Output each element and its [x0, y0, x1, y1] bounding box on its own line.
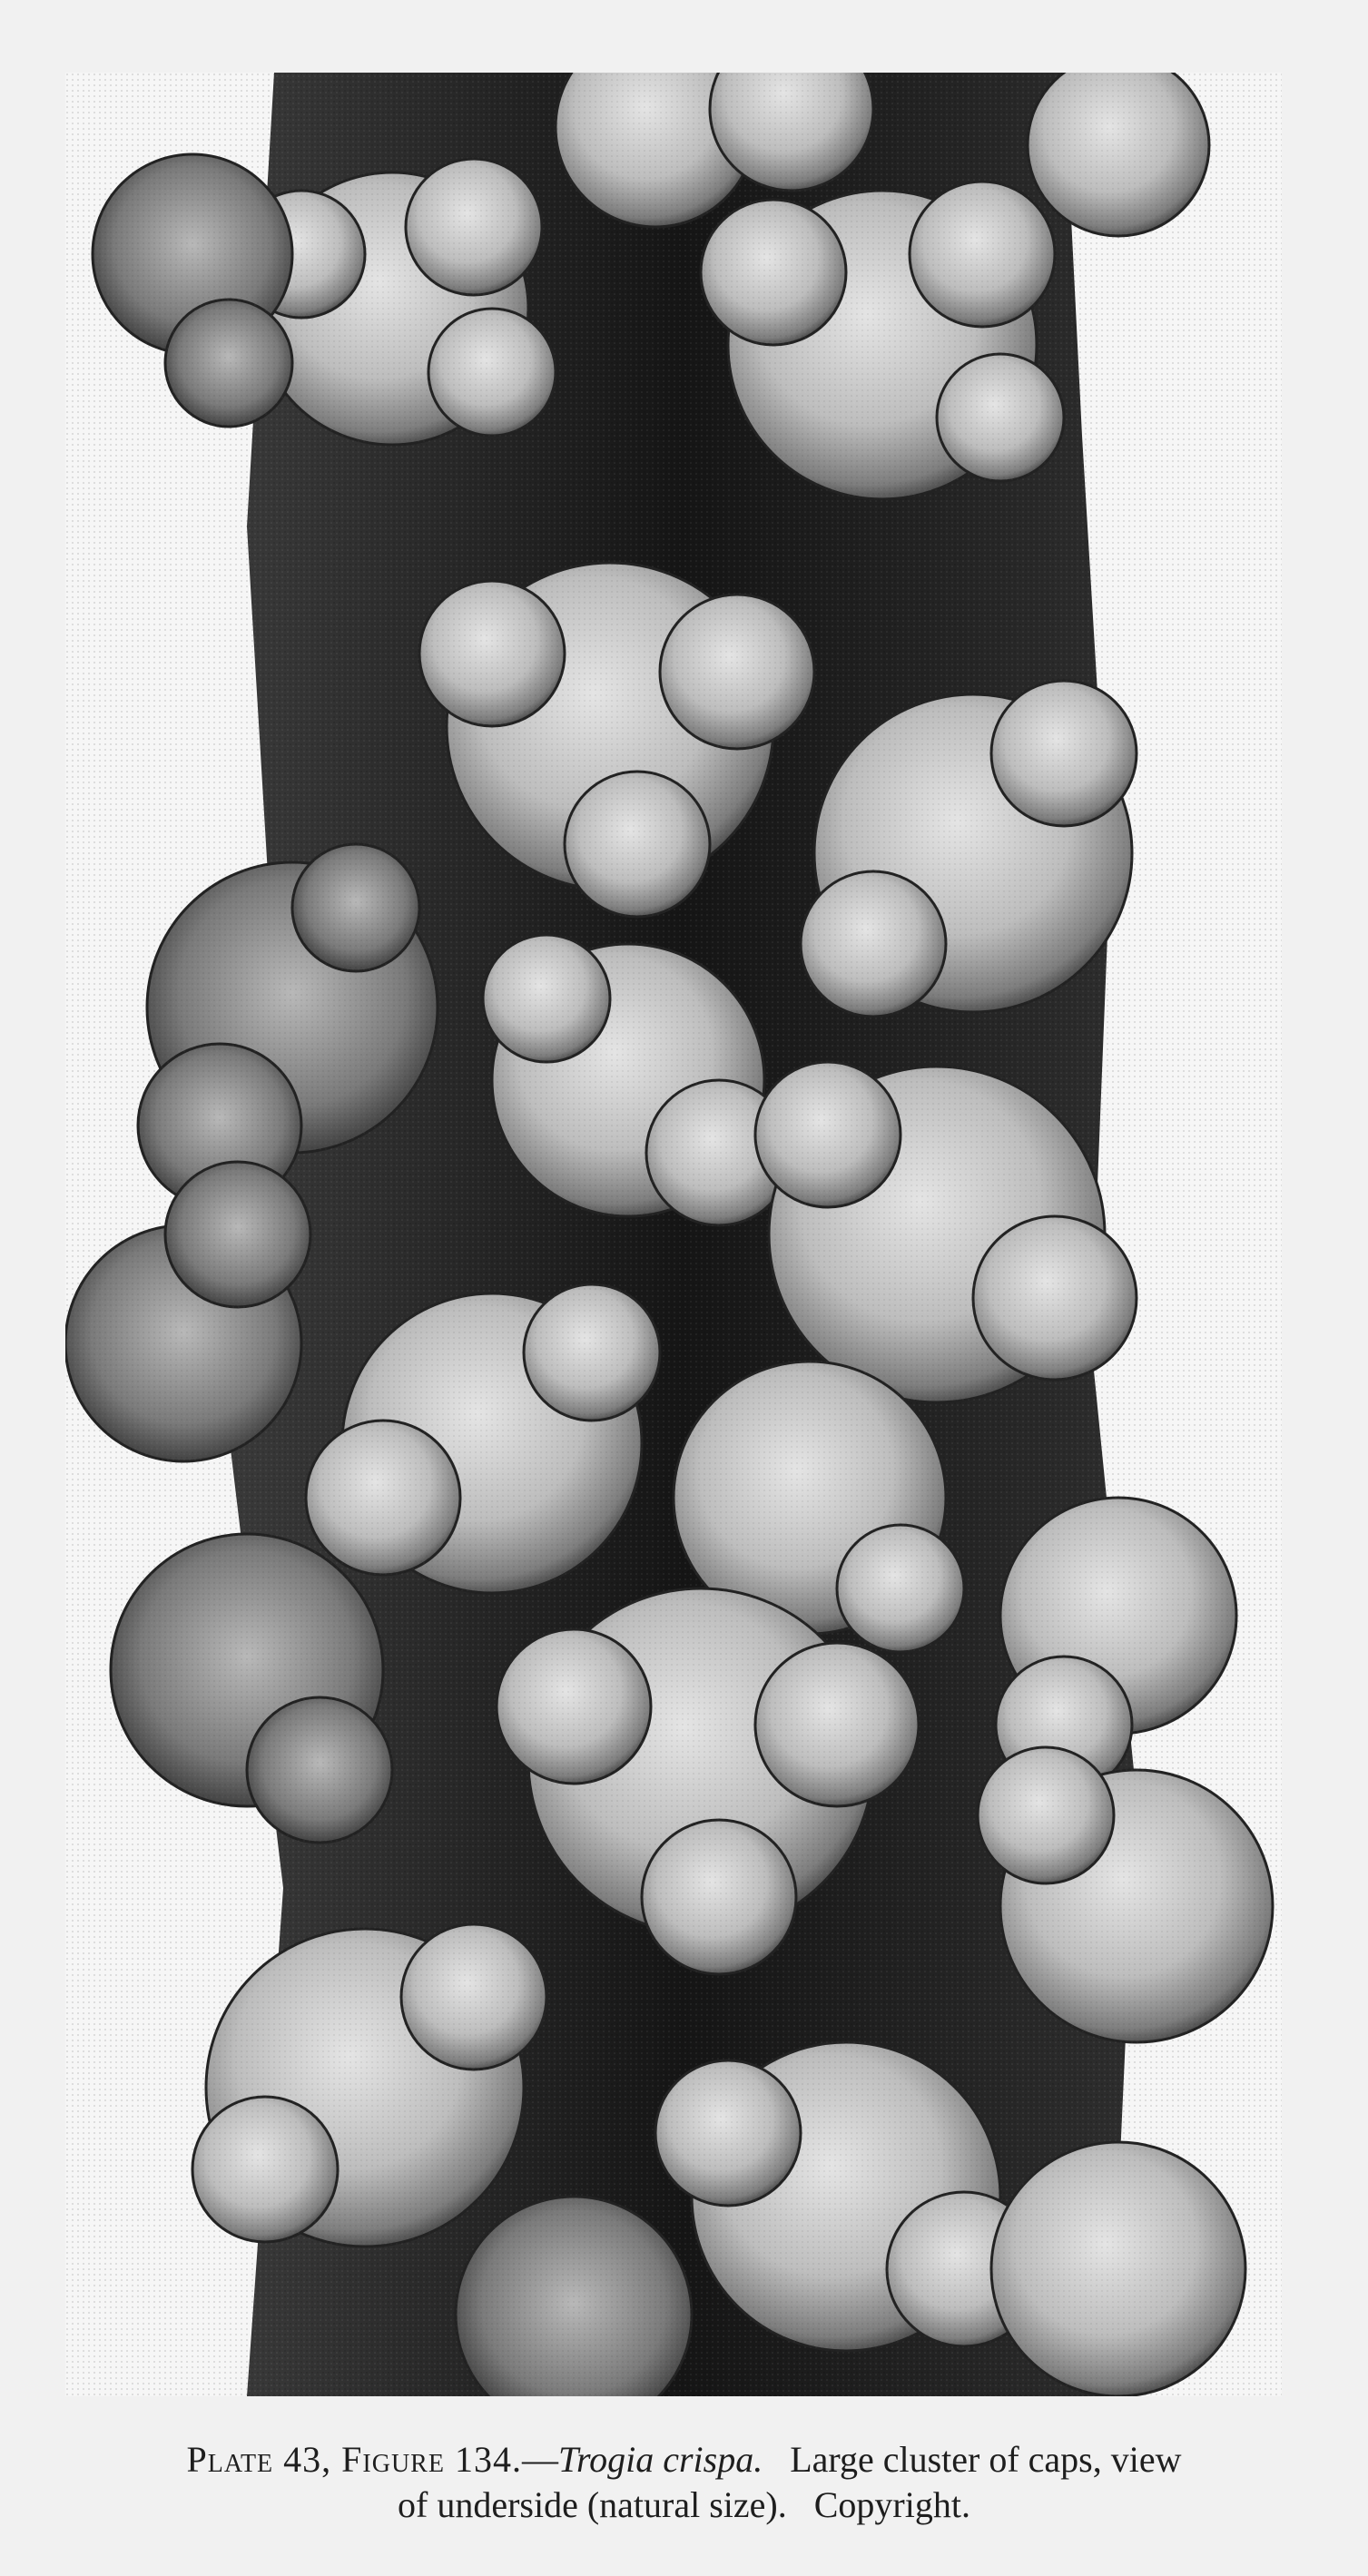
caption-line-1 [54, 2437, 1314, 2483]
caption-line-2 [54, 2483, 1314, 2528]
description-line-2: of underside (natural size). [398, 2484, 787, 2525]
copyright-note: Copyright. [813, 2484, 970, 2525]
figure-caption [54, 2437, 1314, 2528]
description-line-1: Large cluster of caps, view [790, 2439, 1182, 2480]
caption-dash: — [521, 2439, 558, 2480]
plate-label: Plate 43, Figure 134. [186, 2439, 522, 2480]
species-name: Trogia crispa. [557, 2439, 763, 2480]
plate-photograph [65, 73, 1282, 2396]
fungus-cluster-illustration [65, 73, 1282, 2396]
